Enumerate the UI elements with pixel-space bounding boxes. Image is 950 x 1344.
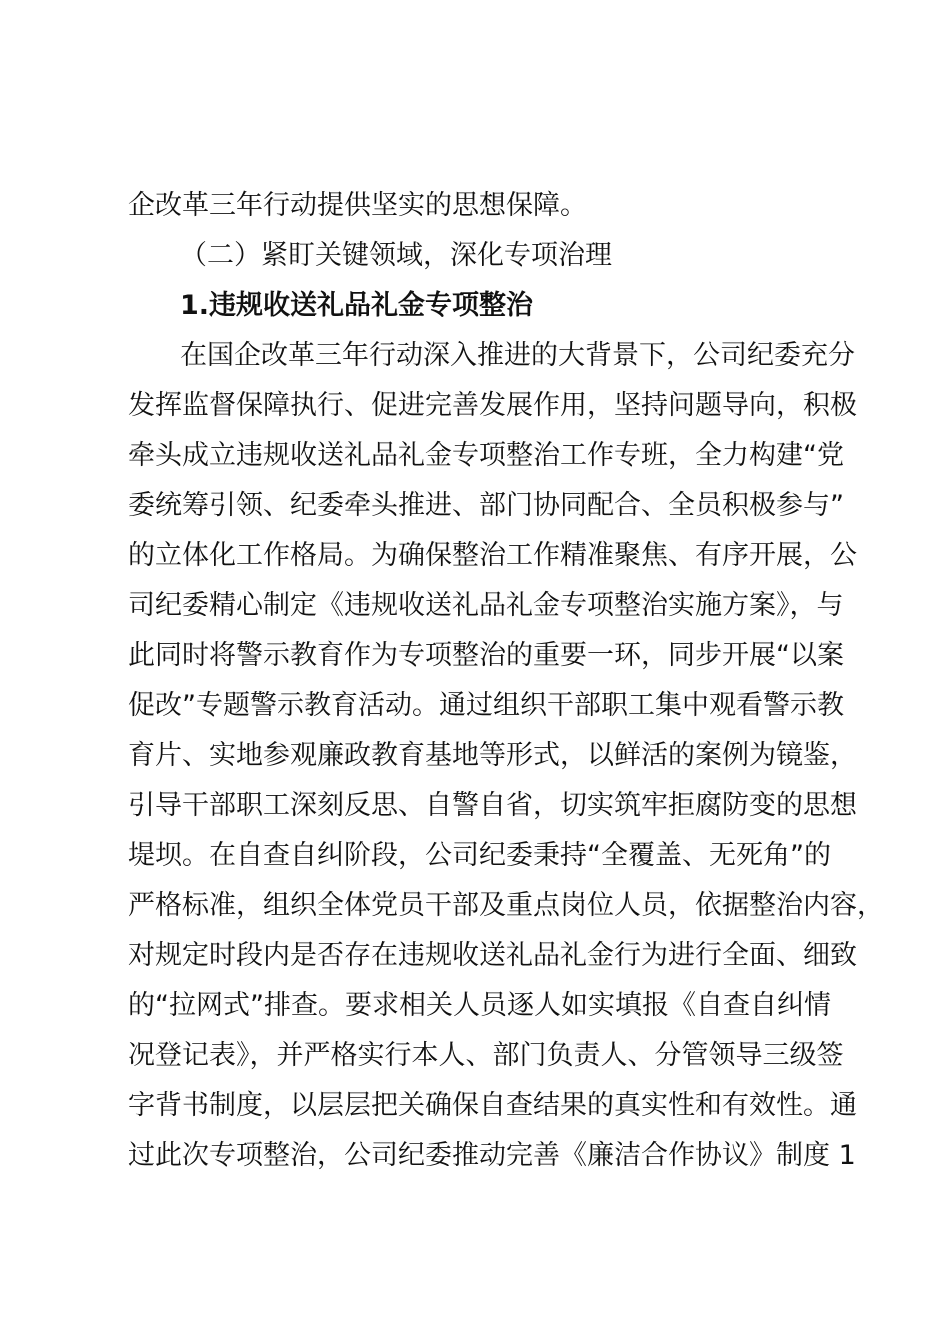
body-text-line: 在国企改革三年行动深入推进的大背景下，公司纪委充分 xyxy=(180,340,855,371)
body-text-line: 对规定时段内是否存在违规收送礼品礼金行为进行全面、细致 xyxy=(128,940,857,971)
body-text-line: 企改革三年行动提供坚实的思想保障。 xyxy=(128,190,587,221)
body-text-line: 司纪委精心制定《违规收送礼品礼金专项整治实施方案》，与 xyxy=(128,590,844,621)
subsection-heading: 1.违规收送礼品礼金专项整治 xyxy=(180,290,534,321)
body-text-line: 的立体化工作格局。为确保整治工作精准聚焦、有序开展，公 xyxy=(128,540,857,571)
body-text-line: 字背书制度，以层层把关确保自查结果的真实性和有效性。通 xyxy=(128,1090,857,1121)
body-text-line: 引导干部职工深刻反思、自警自省，切实筑牢拒腐防变的思想 xyxy=(128,790,857,821)
body-text-line: 过此次专项整治，公司纪委推动完善《廉洁合作协议》制度 1 xyxy=(128,1140,856,1171)
section-heading: （二）紧盯关键领域，深化专项治理 xyxy=(180,240,612,271)
body-text-line: 严格标准，组织全体党员干部及重点岗位人员，依据整治内容， xyxy=(128,890,884,921)
body-text-line: 的“拉网式”排查。要求相关人员逐人如实填报《自查自纠情 xyxy=(128,990,831,1021)
body-text-line: 此同时将警示教育作为专项整治的重要一环，同步开展“以案 xyxy=(128,640,844,671)
body-text-line: 促改”专题警示教育活动。通过组织干部职工集中观看警示教 xyxy=(128,690,844,721)
body-text-line: 委统筹引领、纪委牵头推进、部门协同配合、全员积极参与” xyxy=(128,490,844,521)
body-text-line: 育片、实地参观廉政教育基地等形式，以鲜活的案例为镜鉴， xyxy=(128,740,857,771)
body-text-line: 牵头成立违规收送礼品礼金专项整治工作专班，全力构建“党 xyxy=(128,440,844,471)
body-text-line: 发挥监督保障执行、促进完善发展作用，坚持问题导向，积极 xyxy=(128,390,857,421)
body-text-line: 况登记表》，并严格实行本人、部门负责人、分管领导三级签 xyxy=(128,1040,844,1071)
body-text-line: 堤坝。在自查自纠阶段，公司纪委秉持“全覆盖、无死角”的 xyxy=(128,840,831,871)
